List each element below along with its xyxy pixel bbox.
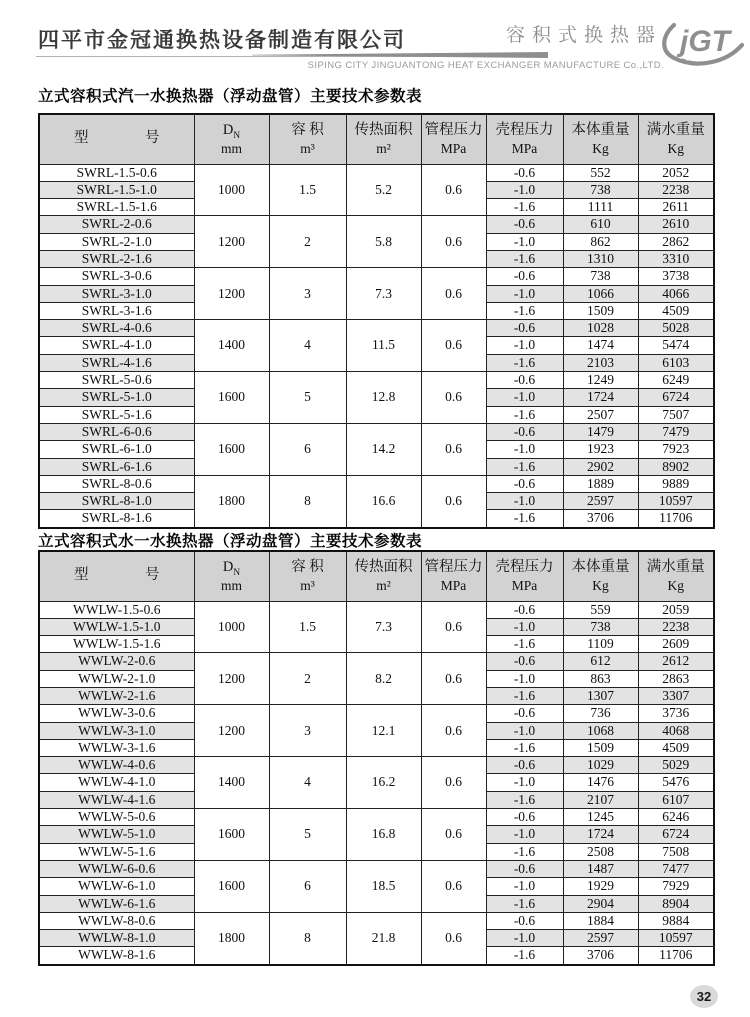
full-weight-cell: 7507	[638, 406, 714, 423]
volume-cell: 5	[269, 809, 346, 861]
full-weight-cell: 2862	[638, 233, 714, 250]
column-header-label: 本体重量	[571, 559, 630, 576]
column-header-label: 容 积	[291, 559, 324, 576]
volume-cell: 1.5	[269, 601, 346, 653]
body-weight-cell: 738	[563, 181, 638, 198]
tube-pressure-cell: 0.6	[421, 912, 486, 964]
column-header-unit: Kg	[667, 140, 684, 156]
model-cell: WWLW-5-0.6	[39, 809, 194, 826]
full-weight-cell: 9889	[638, 475, 714, 492]
body-weight-cell: 1068	[563, 722, 638, 739]
body-weight-cell: 1474	[563, 337, 638, 354]
dn-cell: 1400	[194, 757, 269, 809]
body-weight-cell: 1479	[563, 423, 638, 440]
column-header-unit: mm	[220, 578, 242, 594]
column-header-unit: MPa	[511, 577, 538, 593]
table-row	[39, 372, 714, 389]
shell-pressure-cell: -0.6	[486, 809, 563, 826]
model-cell: WWLW-2-1.6	[39, 687, 194, 704]
body-weight-cell: 610	[563, 216, 638, 233]
shell-pressure-cell: -1.0	[486, 285, 563, 302]
model-cell: WWLW-6-1.0	[39, 878, 194, 895]
model-cell: SWRL-1.5-0.6	[39, 164, 194, 181]
table-row	[39, 653, 714, 670]
full-weight-cell: 11706	[638, 947, 714, 965]
column-header	[563, 114, 638, 164]
body-weight-cell: 612	[563, 653, 638, 670]
model-cell: SWRL-8-1.6	[39, 510, 194, 528]
shell-pressure-cell: -1.6	[486, 843, 563, 860]
column-header-unit: m³	[300, 140, 315, 156]
body-weight-cell: 2103	[563, 354, 638, 371]
body-weight-cell: 1929	[563, 878, 638, 895]
body-weight-cell: 2508	[563, 843, 638, 860]
heat-area-cell: 5.2	[346, 164, 421, 216]
full-weight-cell: 4068	[638, 722, 714, 739]
body-weight-cell: 1724	[563, 826, 638, 843]
full-weight-cell: 11706	[638, 510, 714, 528]
body-weight-cell: 1310	[563, 250, 638, 267]
volume-cell: 3	[269, 705, 346, 757]
body-weight-cell: 1111	[563, 199, 638, 216]
tube-pressure-cell: 0.6	[421, 809, 486, 861]
body-weight-cell: 1923	[563, 441, 638, 458]
model-cell: SWRL-4-0.6	[39, 320, 194, 337]
body-weight-cell: 1245	[563, 809, 638, 826]
column-header-label: 传热面积	[354, 122, 413, 139]
column-header-label: 满水重量	[646, 559, 705, 576]
dn-cell: 1200	[194, 653, 269, 705]
shell-pressure-cell: -0.6	[486, 268, 563, 285]
full-weight-cell: 2610	[638, 216, 714, 233]
full-weight-cell: 3307	[638, 687, 714, 704]
tube-pressure-cell: 0.6	[421, 423, 486, 475]
full-weight-cell: 7508	[638, 843, 714, 860]
model-cell: WWLW-8-1.6	[39, 947, 194, 965]
shell-pressure-cell: -1.6	[486, 199, 563, 216]
body-weight-cell: 552	[563, 164, 638, 181]
shell-pressure-cell: -1.6	[486, 510, 563, 528]
shell-pressure-cell: -1.0	[486, 618, 563, 635]
model-cell: WWLW-2-1.0	[39, 670, 194, 687]
full-weight-cell: 2238	[638, 181, 714, 198]
tube-pressure-cell: 0.6	[421, 320, 486, 372]
table-row	[39, 475, 714, 492]
full-weight-cell: 8902	[638, 458, 714, 475]
dn-cell: 1600	[194, 860, 269, 912]
model-cell: SWRL-5-1.0	[39, 389, 194, 406]
shell-pressure-cell: -1.6	[486, 636, 563, 653]
full-weight-cell: 4066	[638, 285, 714, 302]
shell-pressure-cell: -0.6	[486, 320, 563, 337]
body-weight-cell: 1889	[563, 475, 638, 492]
tube-pressure-cell: 0.6	[421, 475, 486, 527]
full-weight-cell: 2059	[638, 601, 714, 618]
shell-pressure-cell: -1.0	[486, 441, 563, 458]
company-name-english: SIPING CITY JINGUANTONG HEAT EXCHANGER MANUFACTURE Co.,LTD.	[307, 60, 664, 71]
shell-pressure-cell: -1.6	[486, 354, 563, 371]
full-weight-cell: 5476	[638, 774, 714, 791]
tube-pressure-cell: 0.6	[421, 372, 486, 424]
shell-pressure-cell: -0.6	[486, 757, 563, 774]
dn-cell: 1000	[194, 164, 269, 216]
model-cell: WWLW-5-1.0	[39, 826, 194, 843]
heat-area-cell: 5.8	[346, 216, 421, 268]
column-header	[486, 551, 563, 601]
model-cell: WWLW-6-0.6	[39, 860, 194, 877]
column-header	[269, 114, 346, 164]
dn-cell: 1600	[194, 372, 269, 424]
model-cell: SWRL-6-0.6	[39, 423, 194, 440]
dn-cell: 1200	[194, 268, 269, 320]
shell-pressure-cell: -0.6	[486, 912, 563, 929]
table2-title: 立式容积式水一水换热器（浮动盘管）主要技术参数表	[38, 533, 423, 550]
volume-cell: 1.5	[269, 164, 346, 216]
body-weight-cell: 1724	[563, 389, 638, 406]
table-row	[39, 912, 714, 929]
shell-pressure-cell: -0.6	[486, 475, 563, 492]
tube-pressure-cell: 0.6	[421, 164, 486, 216]
model-cell: WWLW-8-0.6	[39, 912, 194, 929]
shell-pressure-cell: -1.0	[486, 670, 563, 687]
dn-cell: 1600	[194, 809, 269, 861]
heat-area-cell: 12.1	[346, 705, 421, 757]
model-cell: WWLW-4-1.6	[39, 791, 194, 808]
body-weight-cell: 1109	[563, 636, 638, 653]
body-weight-cell: 738	[563, 268, 638, 285]
body-weight-cell: 1509	[563, 302, 638, 319]
model-cell: SWRL-5-1.6	[39, 406, 194, 423]
heat-area-cell: 14.2	[346, 423, 421, 475]
volume-cell: 8	[269, 912, 346, 964]
shell-pressure-cell: -1.6	[486, 739, 563, 756]
shell-pressure-cell: -0.6	[486, 164, 563, 181]
shell-pressure-cell: -1.0	[486, 337, 563, 354]
table-row	[39, 705, 714, 722]
heat-area-cell: 16.8	[346, 809, 421, 861]
column-header-label: 管程压力	[424, 122, 483, 139]
full-weight-cell: 9884	[638, 912, 714, 929]
body-weight-cell: 2902	[563, 458, 638, 475]
body-weight-cell: 736	[563, 705, 638, 722]
body-weight-cell: 1029	[563, 757, 638, 774]
model-cell: SWRL-2-1.6	[39, 250, 194, 267]
column-header-label: 管程压力	[424, 559, 483, 576]
company-name: 四平市金冠通换热设备制造有限公司	[38, 28, 406, 52]
model-cell: SWRL-1.5-1.6	[39, 199, 194, 216]
shell-pressure-cell: -1.0	[486, 878, 563, 895]
column-header	[638, 551, 714, 601]
column-header-unit: m³	[300, 577, 315, 593]
shell-pressure-cell: -0.6	[486, 860, 563, 877]
model-cell: WWLW-8-1.0	[39, 930, 194, 947]
column-header	[346, 114, 421, 164]
column-header	[346, 551, 421, 601]
column-header-label: 壳程压力	[495, 559, 554, 576]
full-weight-cell: 4509	[638, 739, 714, 756]
body-weight-cell: 1509	[563, 739, 638, 756]
tube-pressure-cell: 0.6	[421, 757, 486, 809]
heat-area-cell: 21.8	[346, 912, 421, 964]
full-weight-cell: 2612	[638, 653, 714, 670]
full-weight-cell: 7477	[638, 860, 714, 877]
column-header-unit: MPa	[440, 577, 467, 593]
shell-pressure-cell: -1.0	[486, 826, 563, 843]
volume-cell: 8	[269, 475, 346, 527]
column-header	[194, 114, 269, 164]
full-weight-cell: 3310	[638, 250, 714, 267]
body-weight-cell: 1487	[563, 860, 638, 877]
volume-cell: 5	[269, 372, 346, 424]
shell-pressure-cell: -1.6	[486, 302, 563, 319]
page-number: 32	[696, 989, 712, 1004]
body-weight-cell: 863	[563, 670, 638, 687]
column-header-unit: Kg	[592, 577, 609, 593]
heat-area-cell: 12.8	[346, 372, 421, 424]
model-cell: WWLW-1.5-1.6	[39, 636, 194, 653]
body-weight-cell: 1028	[563, 320, 638, 337]
model-cell: SWRL-3-1.6	[39, 302, 194, 319]
full-weight-cell: 6724	[638, 389, 714, 406]
column-header-label: 传热面积	[354, 559, 413, 576]
full-weight-cell: 2052	[638, 164, 714, 181]
full-weight-cell: 3736	[638, 705, 714, 722]
column-header	[421, 551, 486, 601]
heat-area-cell: 11.5	[346, 320, 421, 372]
column-header-unit: m²	[376, 577, 391, 593]
body-weight-cell: 2597	[563, 930, 638, 947]
model-cell: WWLW-1.5-0.6	[39, 601, 194, 618]
table-row	[39, 423, 714, 440]
full-weight-cell: 5474	[638, 337, 714, 354]
shell-pressure-cell: -1.6	[486, 791, 563, 808]
jgt-logo-icon	[658, 9, 746, 71]
column-header	[421, 114, 486, 164]
table1-container	[38, 113, 715, 529]
tube-pressure-cell: 0.6	[421, 216, 486, 268]
full-weight-cell: 2863	[638, 670, 714, 687]
full-weight-cell: 6103	[638, 354, 714, 371]
shell-pressure-cell: -1.6	[486, 687, 563, 704]
shell-pressure-cell: -0.6	[486, 216, 563, 233]
column-header	[563, 551, 638, 601]
model-cell: SWRL-2-1.0	[39, 233, 194, 250]
model-cell: SWRL-8-0.6	[39, 475, 194, 492]
dn-cell: 1200	[194, 216, 269, 268]
heat-area-cell: 7.3	[346, 268, 421, 320]
spec-table	[38, 550, 715, 966]
model-cell: WWLW-2-0.6	[39, 653, 194, 670]
product-category-title: 容积式换热器	[505, 25, 662, 46]
body-weight-cell: 1476	[563, 774, 638, 791]
column-header-unit: Kg	[592, 140, 609, 156]
full-weight-cell: 7923	[638, 441, 714, 458]
header-row	[39, 551, 714, 601]
model-cell: SWRL-6-1.6	[39, 458, 194, 475]
volume-cell: 2	[269, 653, 346, 705]
body-weight-cell: 862	[563, 233, 638, 250]
table-row	[39, 216, 714, 233]
full-weight-cell: 5028	[638, 320, 714, 337]
volume-cell: 4	[269, 757, 346, 809]
column-header-label: 型 号	[74, 130, 160, 147]
full-weight-cell: 5029	[638, 757, 714, 774]
column-header-unit: m²	[376, 140, 391, 156]
full-weight-cell: 10597	[638, 493, 714, 510]
dn-cell: 1800	[194, 912, 269, 964]
model-cell: WWLW-3-0.6	[39, 705, 194, 722]
shell-pressure-cell: -0.6	[486, 653, 563, 670]
shell-pressure-cell: -1.0	[486, 722, 563, 739]
logo-text: jGT	[680, 25, 730, 58]
body-weight-cell: 2904	[563, 895, 638, 912]
shell-pressure-cell: -0.6	[486, 423, 563, 440]
model-cell: WWLW-3-1.0	[39, 722, 194, 739]
model-cell: SWRL-2-0.6	[39, 216, 194, 233]
tube-pressure-cell: 0.6	[421, 268, 486, 320]
table-row	[39, 860, 714, 877]
table-row	[39, 601, 714, 618]
shell-pressure-cell: -0.6	[486, 705, 563, 722]
table1-title: 立式容积式汽一水换热器（浮动盘管）主要技术参数表	[38, 88, 423, 105]
full-weight-cell: 4509	[638, 302, 714, 319]
table-row	[39, 320, 714, 337]
body-weight-cell: 559	[563, 601, 638, 618]
shell-pressure-cell: -1.6	[486, 250, 563, 267]
dn-cell: 1000	[194, 601, 269, 653]
tube-pressure-cell: 0.6	[421, 860, 486, 912]
volume-cell: 3	[269, 268, 346, 320]
column-header-label: 壳程压力	[495, 122, 554, 139]
table2-container	[38, 550, 715, 966]
volume-cell: 2	[269, 216, 346, 268]
shell-pressure-cell: -0.6	[486, 601, 563, 618]
body-weight-cell: 3706	[563, 947, 638, 965]
body-weight-cell: 1249	[563, 372, 638, 389]
column-header-unit: MPa	[440, 140, 467, 156]
shell-pressure-cell: -1.0	[486, 493, 563, 510]
column-header-label: $D_N$	[222, 121, 241, 141]
spec-table	[38, 113, 715, 529]
column-header	[269, 551, 346, 601]
column-header-label: 本体重量	[571, 122, 630, 139]
heat-area-cell: 16.2	[346, 757, 421, 809]
tube-pressure-cell: 0.6	[421, 705, 486, 757]
column-header-label: 容 积	[291, 122, 324, 139]
model-cell: WWLW-6-1.6	[39, 895, 194, 912]
shell-pressure-cell: -1.6	[486, 947, 563, 965]
full-weight-cell: 3738	[638, 268, 714, 285]
volume-cell: 6	[269, 423, 346, 475]
full-weight-cell: 6107	[638, 791, 714, 808]
heat-area-cell: 8.2	[346, 653, 421, 705]
body-weight-cell: 2597	[563, 493, 638, 510]
column-header-label: $D_N$	[222, 558, 241, 578]
full-weight-cell: 2611	[638, 199, 714, 216]
model-cell: SWRL-5-0.6	[39, 372, 194, 389]
model-cell: WWLW-4-1.0	[39, 774, 194, 791]
column-header-label: 型 号	[74, 567, 160, 584]
tube-pressure-cell: 0.6	[421, 601, 486, 653]
volume-cell: 4	[269, 320, 346, 372]
column-header	[638, 114, 714, 164]
column-header-unit: Kg	[667, 577, 684, 593]
heat-area-cell: 7.3	[346, 601, 421, 653]
model-cell: WWLW-1.5-1.0	[39, 618, 194, 635]
shell-pressure-cell: -1.0	[486, 233, 563, 250]
table-row	[39, 809, 714, 826]
full-weight-cell: 2238	[638, 618, 714, 635]
full-weight-cell: 6249	[638, 372, 714, 389]
model-cell: WWLW-4-0.6	[39, 757, 194, 774]
model-cell: WWLW-5-1.6	[39, 843, 194, 860]
dn-cell: 1600	[194, 423, 269, 475]
column-header	[39, 114, 194, 164]
full-weight-cell: 7479	[638, 423, 714, 440]
table-row	[39, 164, 714, 181]
model-cell: SWRL-4-1.6	[39, 354, 194, 371]
column-header-label: 满水重量	[646, 122, 705, 139]
body-weight-cell: 1066	[563, 285, 638, 302]
body-weight-cell: 2507	[563, 406, 638, 423]
model-cell: SWRL-1.5-1.0	[39, 181, 194, 198]
model-cell: SWRL-3-1.0	[39, 285, 194, 302]
shell-pressure-cell: -1.0	[486, 930, 563, 947]
body-weight-cell: 3706	[563, 510, 638, 528]
shell-pressure-cell: -0.6	[486, 372, 563, 389]
tube-pressure-cell: 0.6	[421, 653, 486, 705]
page-number-badge	[690, 985, 718, 1008]
model-cell: SWRL-3-0.6	[39, 268, 194, 285]
column-header	[486, 114, 563, 164]
full-weight-cell: 8904	[638, 895, 714, 912]
model-cell: SWRL-6-1.0	[39, 441, 194, 458]
shell-pressure-cell: -1.0	[486, 389, 563, 406]
model-cell: SWRL-8-1.0	[39, 493, 194, 510]
column-header	[39, 551, 194, 601]
table-row	[39, 757, 714, 774]
shell-pressure-cell: -1.6	[486, 458, 563, 475]
table-row	[39, 268, 714, 285]
full-weight-cell: 10597	[638, 930, 714, 947]
full-weight-cell: 6724	[638, 826, 714, 843]
heat-area-cell: 16.6	[346, 475, 421, 527]
column-header	[194, 551, 269, 601]
full-weight-cell: 6246	[638, 809, 714, 826]
column-header-unit: MPa	[511, 140, 538, 156]
shell-pressure-cell: -1.6	[486, 895, 563, 912]
shell-pressure-cell: -1.0	[486, 774, 563, 791]
column-header-unit: mm	[220, 141, 242, 157]
dn-cell: 1200	[194, 705, 269, 757]
model-cell: SWRL-4-1.0	[39, 337, 194, 354]
shell-pressure-cell: -1.0	[486, 181, 563, 198]
body-weight-cell: 2107	[563, 791, 638, 808]
full-weight-cell: 2609	[638, 636, 714, 653]
dn-cell: 1400	[194, 320, 269, 372]
header-row	[39, 114, 714, 164]
dn-cell: 1800	[194, 475, 269, 527]
full-weight-cell: 7929	[638, 878, 714, 895]
model-cell: WWLW-3-1.6	[39, 739, 194, 756]
volume-cell: 6	[269, 860, 346, 912]
body-weight-cell: 1884	[563, 912, 638, 929]
shell-pressure-cell: -1.6	[486, 406, 563, 423]
heat-area-cell: 18.5	[346, 860, 421, 912]
body-weight-cell: 738	[563, 618, 638, 635]
body-weight-cell: 1307	[563, 687, 638, 704]
